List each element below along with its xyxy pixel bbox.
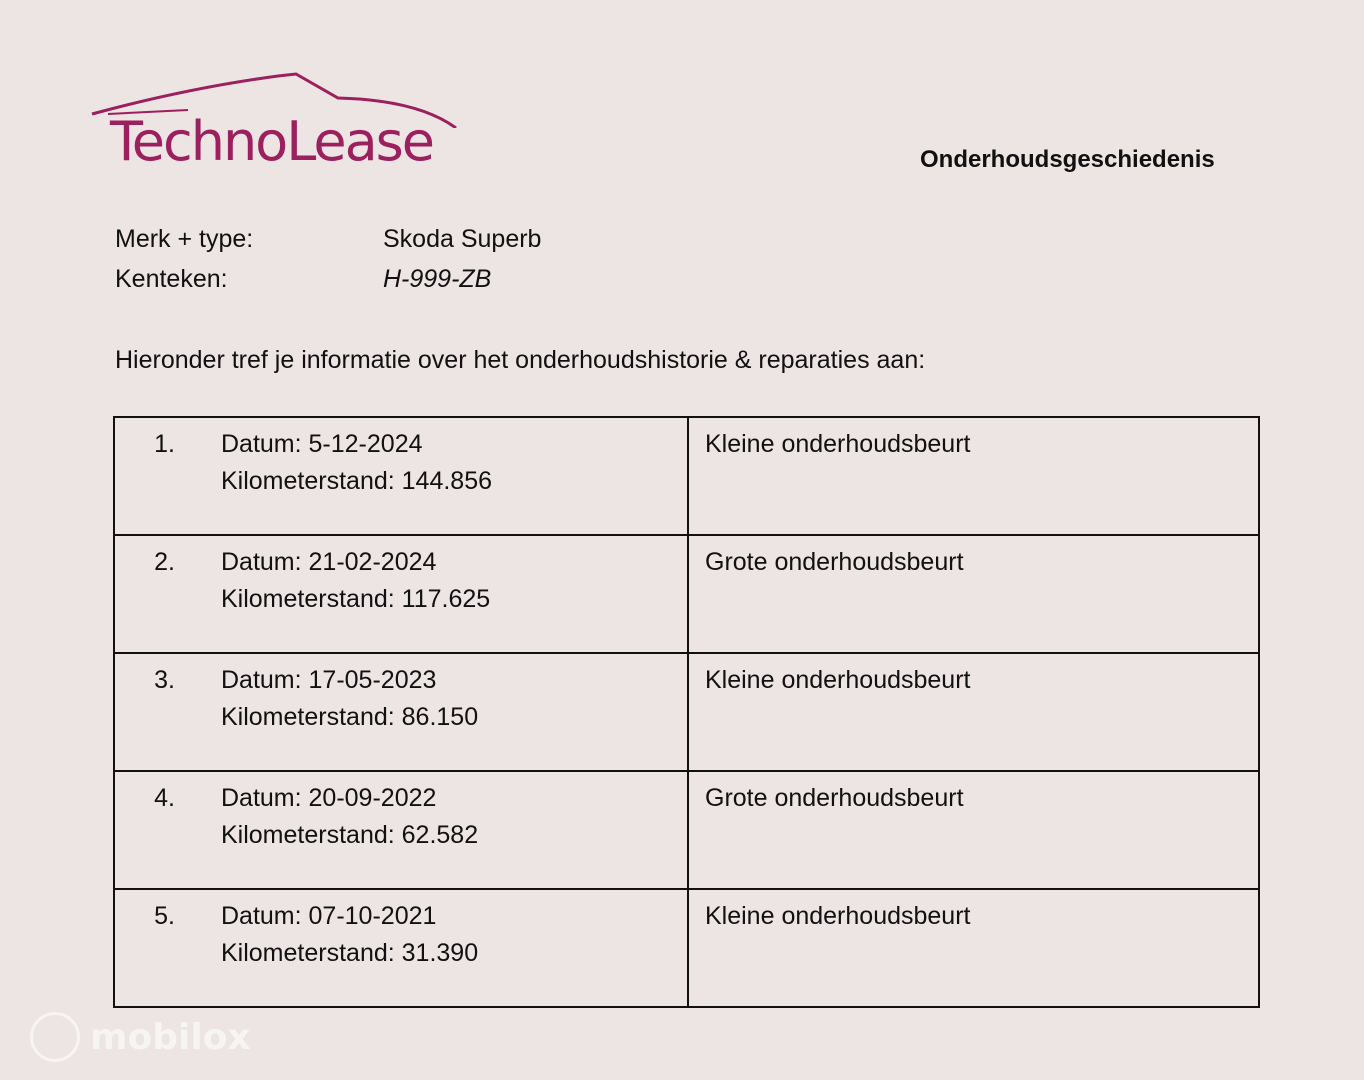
maintenance-table [113, 416, 1260, 1008]
watermark-text: mobilox [90, 1016, 251, 1058]
record-type: Grote onderhoudsbeurt [688, 771, 1259, 889]
watermark-circle-icon [30, 1012, 80, 1062]
record-info-cell [114, 771, 688, 889]
document-title: Onderhoudsgeschiedenis [920, 146, 1215, 173]
record-number: 5. [154, 902, 175, 930]
logo-text: TechnoLease [110, 110, 434, 173]
record-mileage: Kilometerstand: 144.856 [221, 467, 493, 495]
record-number: 2. [154, 548, 175, 576]
record-date: Datum: 17-05-2023 [221, 666, 437, 694]
table-row [114, 889, 1259, 1007]
record-date: Datum: 07-10-2021 [221, 902, 437, 930]
table-row [114, 653, 1259, 771]
plate-value: H-999-ZB [383, 265, 492, 293]
table-row [114, 417, 1259, 535]
record-number: 4. [154, 784, 175, 812]
intro-text: Hieronder tref je informatie over het onderhoudshistorie & reparaties aan: [115, 346, 926, 374]
record-number: 1. [154, 430, 175, 458]
record-type: Kleine onderhoudsbeurt [688, 653, 1259, 771]
record-info-cell [114, 417, 688, 535]
record-mileage: Kilometerstand: 31.390 [221, 939, 479, 967]
record-info-cell [114, 653, 688, 771]
record-number: 3. [154, 666, 175, 694]
record-date: Datum: 21-02-2024 [221, 548, 437, 576]
record-info-cell [114, 535, 688, 653]
record-type: Grote onderhoudsbeurt [688, 535, 1259, 653]
record-date: Datum: 20-09-2022 [221, 784, 437, 812]
record-date: Datum: 5-12-2024 [221, 430, 423, 458]
record-type: Kleine onderhoudsbeurt [688, 417, 1259, 535]
brand-label: Merk + type: [115, 225, 254, 253]
record-info-cell [114, 889, 688, 1007]
record-mileage: Kilometerstand: 62.582 [221, 821, 479, 849]
table-row [114, 771, 1259, 889]
record-mileage: Kilometerstand: 117.625 [221, 585, 491, 613]
plate-label: Kenteken: [115, 265, 228, 293]
record-type: Kleine onderhoudsbeurt [688, 889, 1259, 1007]
technolease-logo [88, 68, 468, 178]
record-mileage: Kilometerstand: 86.150 [221, 703, 479, 731]
table-row [114, 535, 1259, 653]
brand-value: Skoda Superb [383, 225, 542, 253]
mobilox-watermark [30, 1012, 251, 1062]
